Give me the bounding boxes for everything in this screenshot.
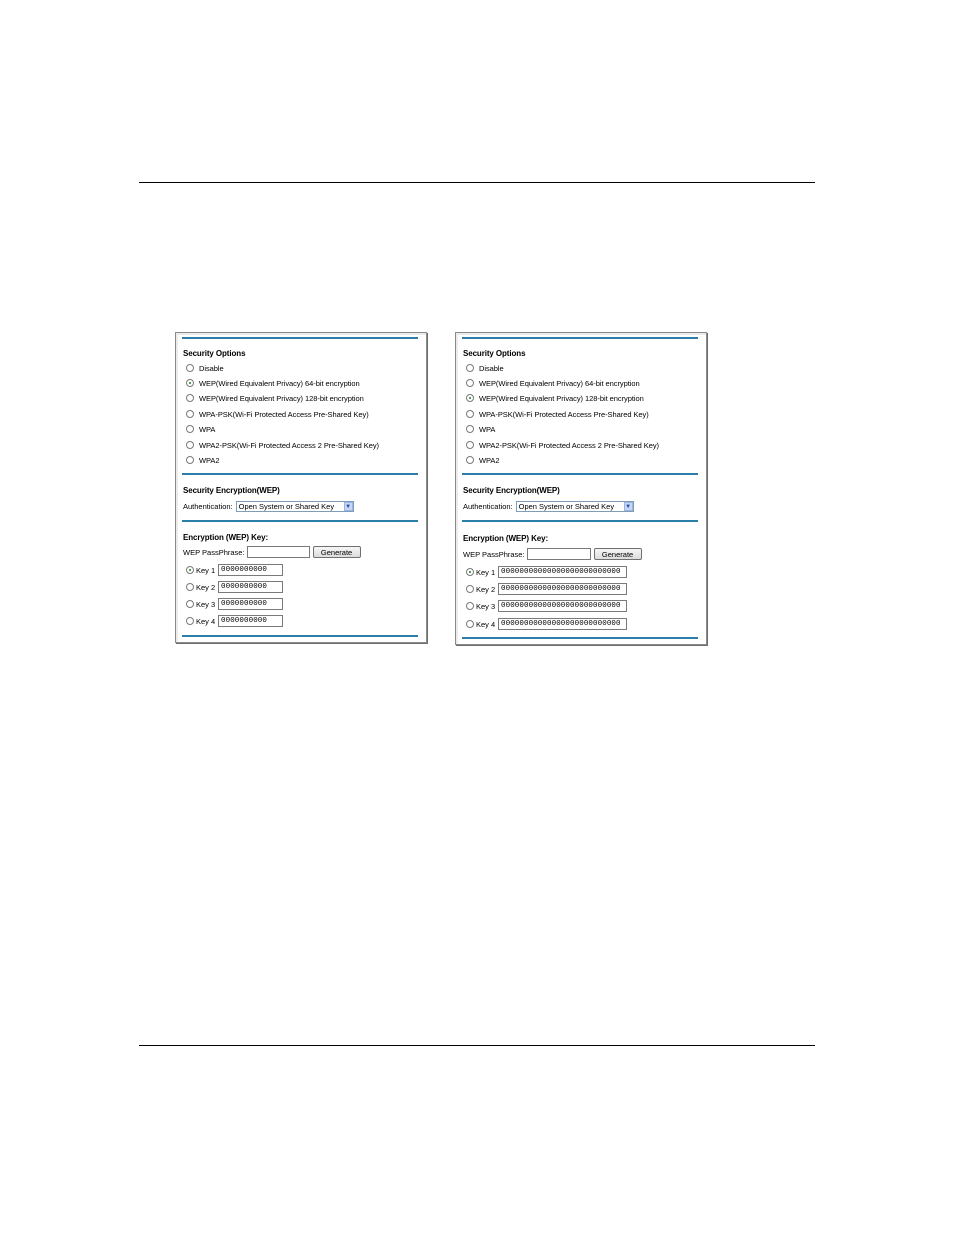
radio-button[interactable]	[466, 394, 474, 402]
authentication-value: Open System or Shared Key	[518, 502, 615, 511]
generate-button[interactable]: Generate	[313, 546, 361, 558]
passphrase-row	[183, 546, 361, 558]
key-4-label: Key 4	[196, 616, 216, 626]
encryption-key-title: Encryption (WEP) Key:	[183, 533, 269, 542]
separator	[182, 337, 418, 339]
key-3-label: Key 3	[476, 601, 496, 611]
option-wpa[interactable]	[466, 424, 495, 434]
key-2-row	[466, 583, 627, 595]
radio-button[interactable]	[466, 379, 474, 387]
key-3-radio[interactable]	[466, 602, 474, 610]
separator	[462, 337, 698, 339]
option-label: WPA	[199, 424, 216, 434]
key-1-input[interactable]: 0000000000	[218, 564, 283, 576]
radio-button[interactable]	[466, 425, 474, 433]
key-3-input[interactable]: 00000000000000000000000000	[498, 600, 627, 612]
page-header-rule	[139, 182, 815, 183]
key-4-radio[interactable]	[186, 617, 194, 625]
security-options-title: Security Options	[463, 349, 526, 358]
separator	[462, 473, 698, 475]
key-4-input[interactable]: 0000000000	[218, 615, 283, 627]
key-1-radio[interactable]	[466, 568, 474, 576]
separator	[462, 637, 698, 639]
option-wep-64[interactable]	[186, 378, 360, 388]
radio-button[interactable]	[186, 379, 194, 387]
option-label: WEP(Wired Equivalent Privacy) 128-bit encryption	[199, 393, 364, 403]
separator	[182, 635, 418, 637]
option-label: WPA2	[199, 455, 220, 465]
radio-button[interactable]	[466, 441, 474, 449]
option-disable[interactable]	[466, 363, 504, 373]
radio-button[interactable]	[466, 410, 474, 418]
key-2-radio[interactable]	[186, 583, 194, 591]
option-wpa[interactable]	[186, 424, 215, 434]
key-1-label: Key 1	[196, 565, 216, 575]
option-wep-64[interactable]	[466, 378, 640, 388]
radio-button[interactable]	[186, 441, 194, 449]
option-wep-128[interactable]	[186, 393, 364, 403]
security-options-title: Security Options	[183, 349, 246, 358]
radio-button[interactable]	[186, 456, 194, 464]
option-label: Disable	[199, 363, 224, 373]
key-2-label: Key 2	[196, 582, 216, 592]
page-footer-rule	[139, 1045, 815, 1046]
security-encryption-title: Security Encryption(WEP)	[183, 486, 280, 495]
key-1-radio[interactable]	[186, 566, 194, 574]
radio-button[interactable]	[466, 364, 474, 372]
key-2-input[interactable]: 00000000000000000000000000	[498, 583, 627, 595]
generate-button[interactable]: Generate	[594, 548, 642, 560]
option-label: WPA-PSK(Wi-Fi Protected Access Pre-Shared Key)	[479, 409, 649, 419]
passphrase-row	[463, 548, 642, 560]
option-label: WEP(Wired Equivalent Privacy) 64-bit encryption	[199, 378, 360, 388]
radio-button[interactable]	[186, 410, 194, 418]
option-wpa2-psk[interactable]	[186, 440, 379, 450]
option-label: WPA2-PSK(Wi-Fi Protected Access 2 Pre-Shared Key)	[479, 440, 659, 450]
security-encryption-title: Security Encryption(WEP)	[463, 486, 560, 495]
key-3-radio[interactable]	[186, 600, 194, 608]
radio-button[interactable]	[186, 394, 194, 402]
separator	[462, 520, 698, 522]
passphrase-label: WEP PassPhrase:	[463, 549, 525, 559]
option-label: WPA-PSK(Wi-Fi Protected Access Pre-Shared Key)	[199, 409, 369, 419]
option-wpa-psk[interactable]	[466, 409, 649, 419]
passphrase-label: WEP PassPhrase:	[183, 547, 245, 557]
separator	[182, 473, 418, 475]
chevron-down-icon[interactable]: ▼	[625, 503, 632, 510]
radio-button[interactable]	[466, 456, 474, 464]
authentication-select[interactable]	[236, 501, 354, 512]
chevron-down-icon[interactable]: ▼	[345, 503, 352, 510]
key-1-row	[186, 564, 283, 576]
security-panel-128bit	[455, 332, 707, 645]
key-4-row	[186, 615, 283, 627]
option-wpa2[interactable]	[186, 455, 220, 465]
key-4-row	[466, 618, 627, 630]
key-2-row	[186, 581, 283, 593]
encryption-key-title: Encryption (WEP) Key:	[463, 534, 549, 543]
authentication-label: Authentication:	[463, 502, 513, 511]
key-2-radio[interactable]	[466, 585, 474, 593]
separator	[182, 520, 418, 522]
option-label: WPA2	[479, 455, 500, 465]
key-4-label: Key 4	[476, 619, 496, 629]
option-label: WPA2-PSK(Wi-Fi Protected Access 2 Pre-Shared Key)	[199, 440, 379, 450]
option-wep-128[interactable]	[466, 393, 644, 403]
authentication-select[interactable]	[516, 501, 634, 512]
key-3-input[interactable]: 0000000000	[218, 598, 283, 610]
key-3-label: Key 3	[196, 599, 216, 609]
option-wpa2[interactable]	[466, 455, 500, 465]
key-1-input[interactable]: 00000000000000000000000000	[498, 566, 627, 578]
key-1-label: Key 1	[476, 567, 496, 577]
authentication-label: Authentication:	[183, 502, 233, 511]
key-1-row	[466, 566, 627, 578]
option-label: WEP(Wired Equivalent Privacy) 128-bit encryption	[479, 393, 644, 403]
authentication-row	[183, 501, 354, 512]
passphrase-input[interactable]	[527, 548, 591, 560]
option-wpa-psk[interactable]	[186, 409, 369, 419]
key-2-input[interactable]: 0000000000	[218, 581, 283, 593]
key-2-label: Key 2	[476, 584, 496, 594]
authentication-row	[463, 501, 634, 512]
key-3-row	[186, 598, 283, 610]
option-label: WEP(Wired Equivalent Privacy) 64-bit encryption	[479, 378, 640, 388]
passphrase-input[interactable]	[247, 546, 310, 558]
option-label: Disable	[479, 363, 504, 373]
radio-button[interactable]	[186, 364, 194, 372]
key-4-radio[interactable]	[466, 620, 474, 628]
radio-button[interactable]	[186, 425, 194, 433]
option-disable[interactable]	[186, 363, 224, 373]
option-wpa2-psk[interactable]	[466, 440, 659, 450]
key-3-row	[466, 600, 627, 612]
authentication-value: Open System or Shared Key	[238, 502, 335, 511]
security-panel-64bit	[175, 332, 427, 643]
option-label: WPA	[479, 424, 496, 434]
key-4-input[interactable]: 00000000000000000000000000	[498, 618, 627, 630]
